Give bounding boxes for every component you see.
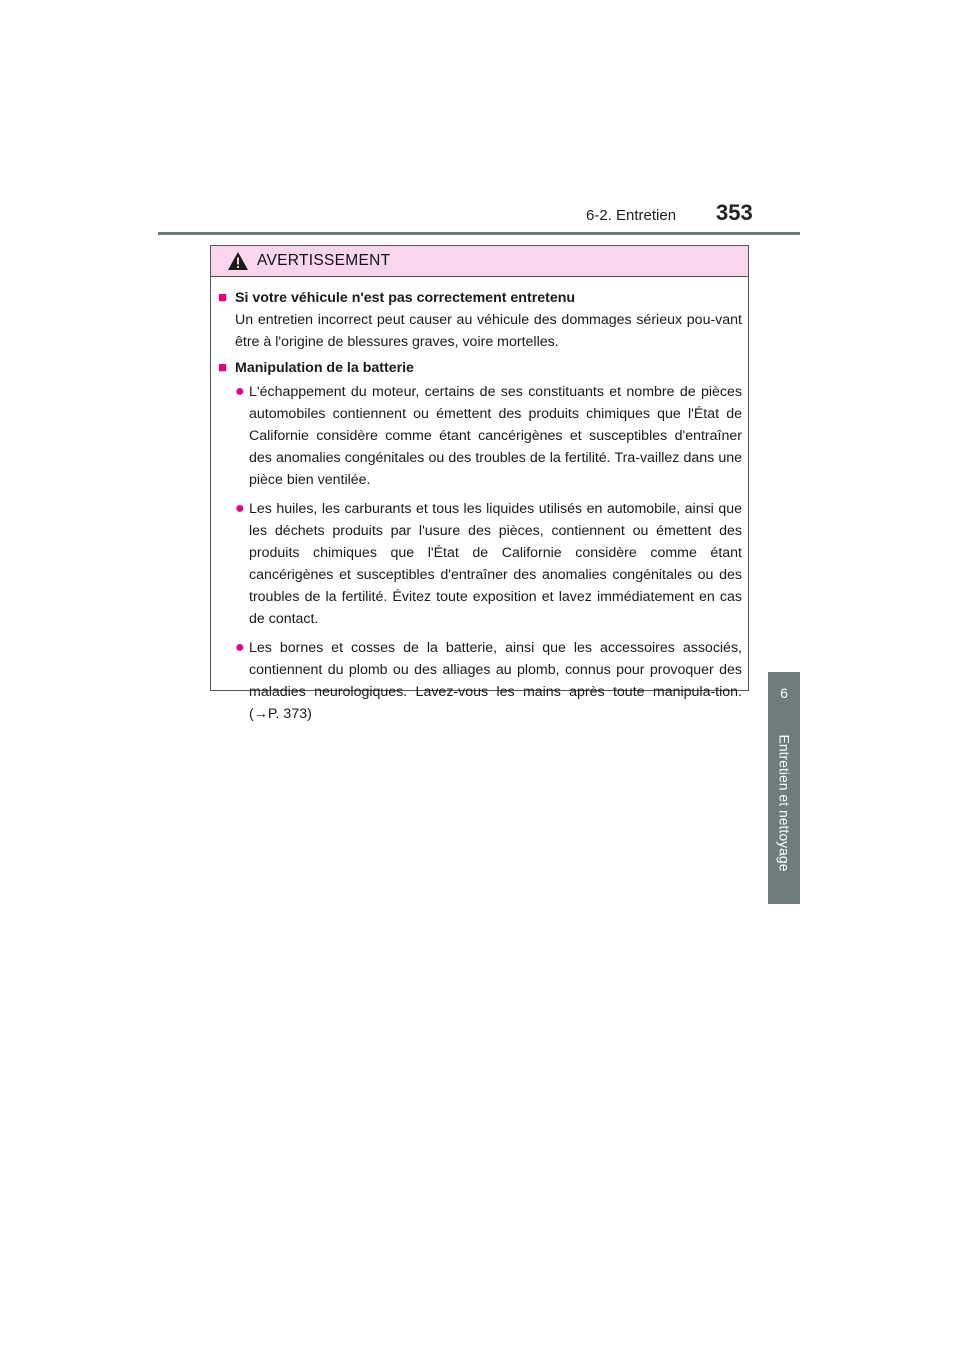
list-item	[235, 637, 742, 725]
warning-title: AVERTISSEMENT	[257, 252, 391, 269]
list-item	[235, 498, 742, 630]
warning-header	[211, 246, 748, 277]
header-divider	[158, 232, 800, 235]
chapter-label-wrap	[768, 702, 800, 904]
circle-bullet-icon: ●	[235, 500, 245, 517]
heading-text: Manipulation de la batterie	[235, 360, 414, 376]
square-bullet-icon: ■	[218, 359, 228, 376]
square-bullet-icon: ■	[218, 289, 228, 306]
list-item-text: Les huiles, les carburants et tous les liquides utilisés en automobile, ainsi que les déchets produits par l'usure des pièces, contiennent ou émettent des produits chimiques que l'État de Californie considère comme étant cancérigènes et susceptibles d'entraîner des anomalies congénitales ou des troubles de la fertilité. Évitez toute exposition et lavez immédiatement en cas de contact.	[249, 501, 742, 627]
section-heading-battery	[218, 357, 742, 379]
circle-bullet-icon: ●	[235, 383, 245, 400]
warning-body	[211, 277, 748, 725]
list-item-text: L'échappement du moteur, certains de ses constituants et nombre de pièces automobiles contiennent ou émettent des produits chimiques que l'État de Californie considère comme étant cancérigènes et susceptibles d'entraîner des anomalies congénitales ou des troubles de la fertilité. Tra-vaillez dans une pièce bien ventilée.	[249, 384, 742, 488]
maintenance-paragraph: Un entretien incorrect peut causer au véhicule des dommages sérieux pou-vant être à l'origine de blessures graves, voire mortelles.	[235, 312, 742, 350]
chapter-tab[interactable]	[768, 672, 800, 904]
section-title: 6-2. Entretien	[586, 207, 677, 224]
list-item	[235, 381, 742, 491]
warning-triangle-icon	[227, 251, 249, 271]
heading-text: Si votre véhicule n'est pas correctement entretenu	[235, 290, 576, 306]
warning-box	[210, 245, 749, 722]
section-heading-maintenance	[218, 287, 742, 309]
circle-bullet-icon: ●	[235, 639, 245, 656]
chapter-label: Entretien et nettoyage	[776, 734, 792, 872]
page-number: 353	[716, 200, 753, 225]
list-item-text: Les bornes et cosses de la batterie, ainsi que les accessoires associés, contiennent du plomb ou des alliages au plomb, connus pour provoquer des maladies neurologiques. Lavez-vous les mains après toute manipula-tion. (→P. 373)	[249, 640, 742, 722]
chapter-number: 6	[780, 685, 788, 701]
